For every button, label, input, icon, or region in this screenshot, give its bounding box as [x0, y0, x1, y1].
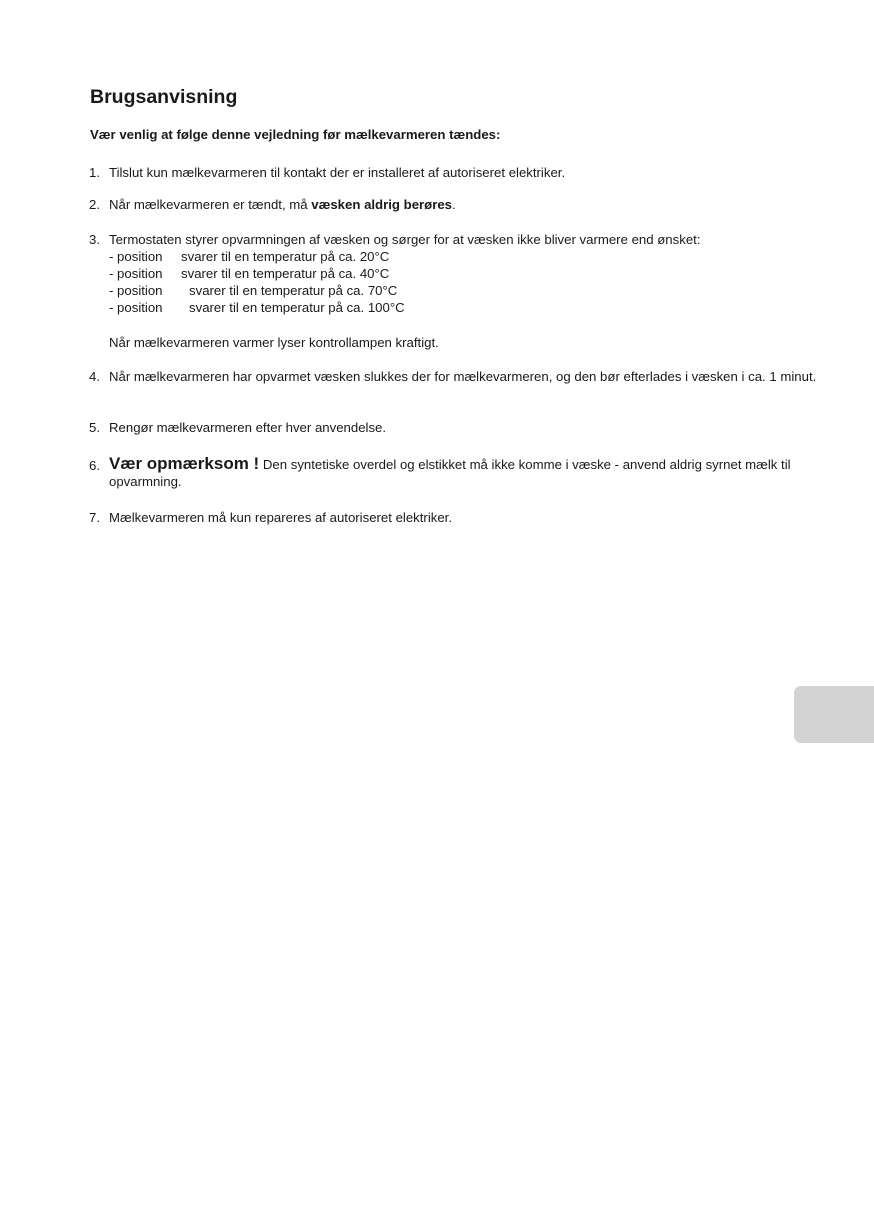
- item-number: 2.: [89, 197, 100, 212]
- page-title: Brugsanvisning: [90, 86, 238, 108]
- position-label: - position: [109, 266, 163, 281]
- item-text: [109, 455, 834, 490]
- intro-text: Vær venlig at følge denne vejledning før mælkevarmeren tændes:: [90, 127, 501, 142]
- item-note: Når mælkevarmeren varmer lyser kontrollampen kraftigt.: [109, 335, 439, 350]
- list-item-6: [89, 455, 834, 490]
- list-item-7: [89, 509, 834, 526]
- position-value: svarer til en temperatur på ca. 100°C: [189, 300, 405, 315]
- position-row-4: [109, 299, 834, 316]
- position-label: - position: [109, 283, 163, 298]
- list-item-4: [89, 368, 834, 385]
- item-number: 6.: [89, 458, 100, 473]
- language-side-tab: [794, 686, 874, 743]
- attention-text: Vær opmærksom !: [109, 454, 260, 473]
- position-value: svarer til en temperatur på ca. 70°C: [189, 283, 398, 298]
- warning-text: væsken aldrig berøres: [311, 197, 453, 212]
- list-item-1: [89, 164, 834, 181]
- item-text: Når mælkevarmeren har opvarmet væsken slukkes der for mælkevarmeren, og den bør efterlades i væsken i ca. 1 minut.: [109, 369, 817, 384]
- position-label: - position: [109, 249, 163, 264]
- item-text: [109, 196, 834, 213]
- list-item-2: [89, 196, 834, 213]
- item-number: 4.: [89, 369, 100, 384]
- item-text-rest: Den syntetiske overdel og elstikket må ikke komme i væske - anvend aldrig syrnet mælk til opvarmning.: [109, 457, 791, 489]
- position-value: svarer til en temperatur på ca. 20°C: [181, 249, 390, 264]
- item-text-end: .: [452, 197, 456, 212]
- item-number: 5.: [89, 420, 100, 435]
- position-row-3: [109, 282, 834, 299]
- list-item-5: [89, 419, 834, 436]
- position-value: svarer til en temperatur på ca. 40°C: [181, 266, 390, 281]
- item-text: Tilslut kun mælkevarmeren til kontakt der er installeret af autoriseret elektriker.: [109, 165, 566, 180]
- position-row-2: [109, 265, 834, 282]
- position-row-1: [109, 248, 834, 265]
- item-number: 1.: [89, 165, 100, 180]
- position-label: - position: [109, 300, 163, 315]
- list-item-3: [89, 231, 834, 351]
- item-text: Rengør mælkevarmeren efter hver anvendelse.: [109, 420, 387, 435]
- item-text-start: Når mælkevarmeren er tændt, må: [109, 197, 312, 212]
- item-text: Mælkevarmeren må kun repareres af autoriseret elektriker.: [109, 510, 453, 525]
- item-number: 7.: [89, 510, 100, 525]
- item-number: 3.: [89, 232, 100, 247]
- item-text: Termostaten styrer opvarmningen af væsken og sørger for at væsken ikke bliver varmere end ønsket:: [109, 232, 701, 247]
